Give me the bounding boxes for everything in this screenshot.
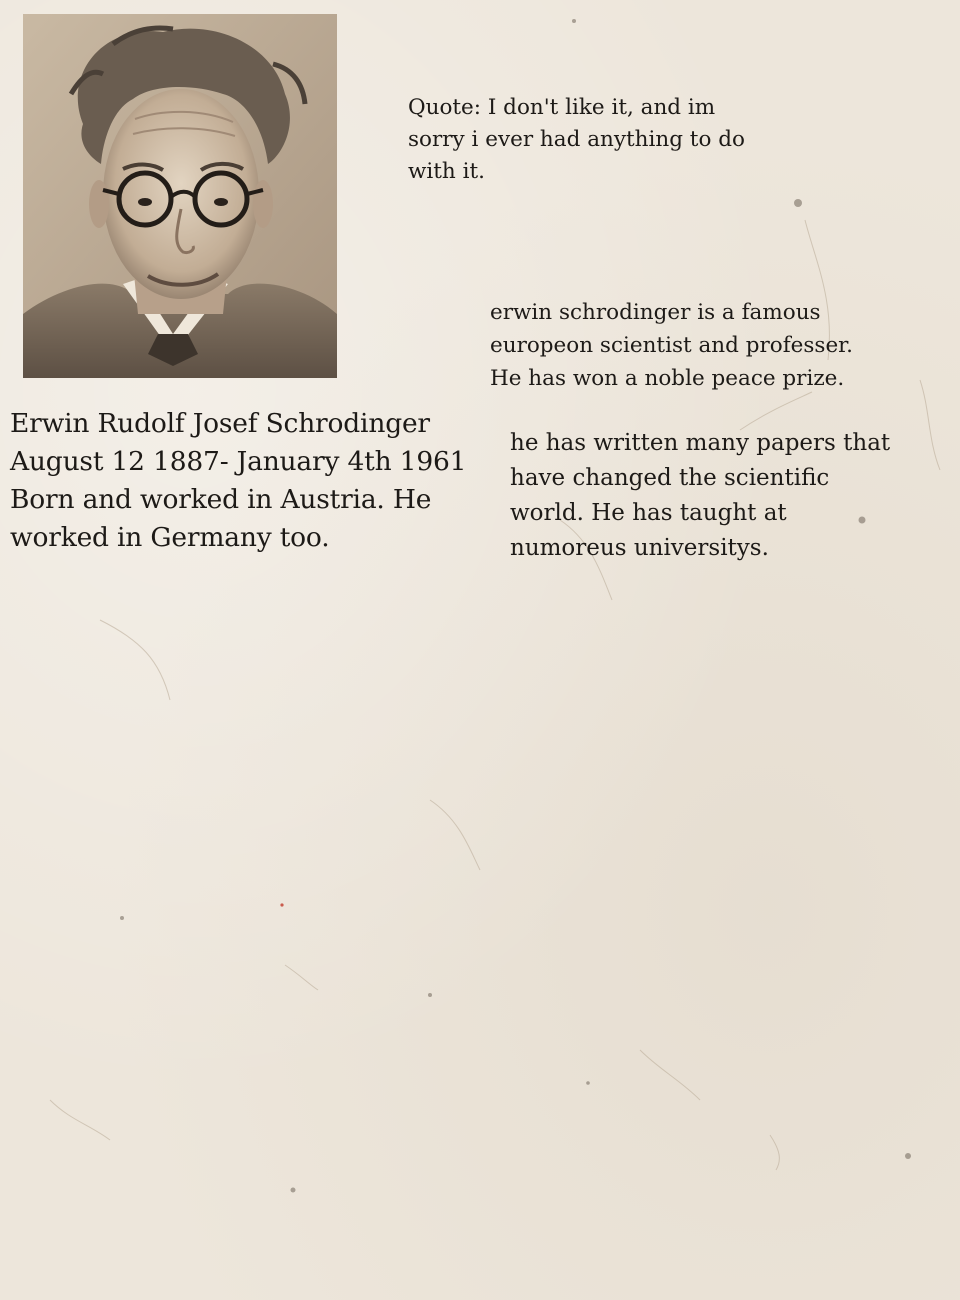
portrait-photo (23, 14, 337, 378)
portrait-icon (23, 14, 337, 378)
quote-text: Quote: I don't like it, and im sorry i ever had anything to do with it. (408, 95, 745, 184)
bio-text: Erwin Rudolf Josef Schrodinger August 12 1887- January 4th 1961 Born and worked in Austria. He worked in Germany too. (10, 408, 467, 553)
intro-text: erwin schrodinger is a famous europeon scientist and professer. He has won a noble peace prize. (490, 300, 853, 391)
papers-text: he has written many papers that have changed the scientific world. He has taught at numoreus universitys. (510, 430, 891, 561)
